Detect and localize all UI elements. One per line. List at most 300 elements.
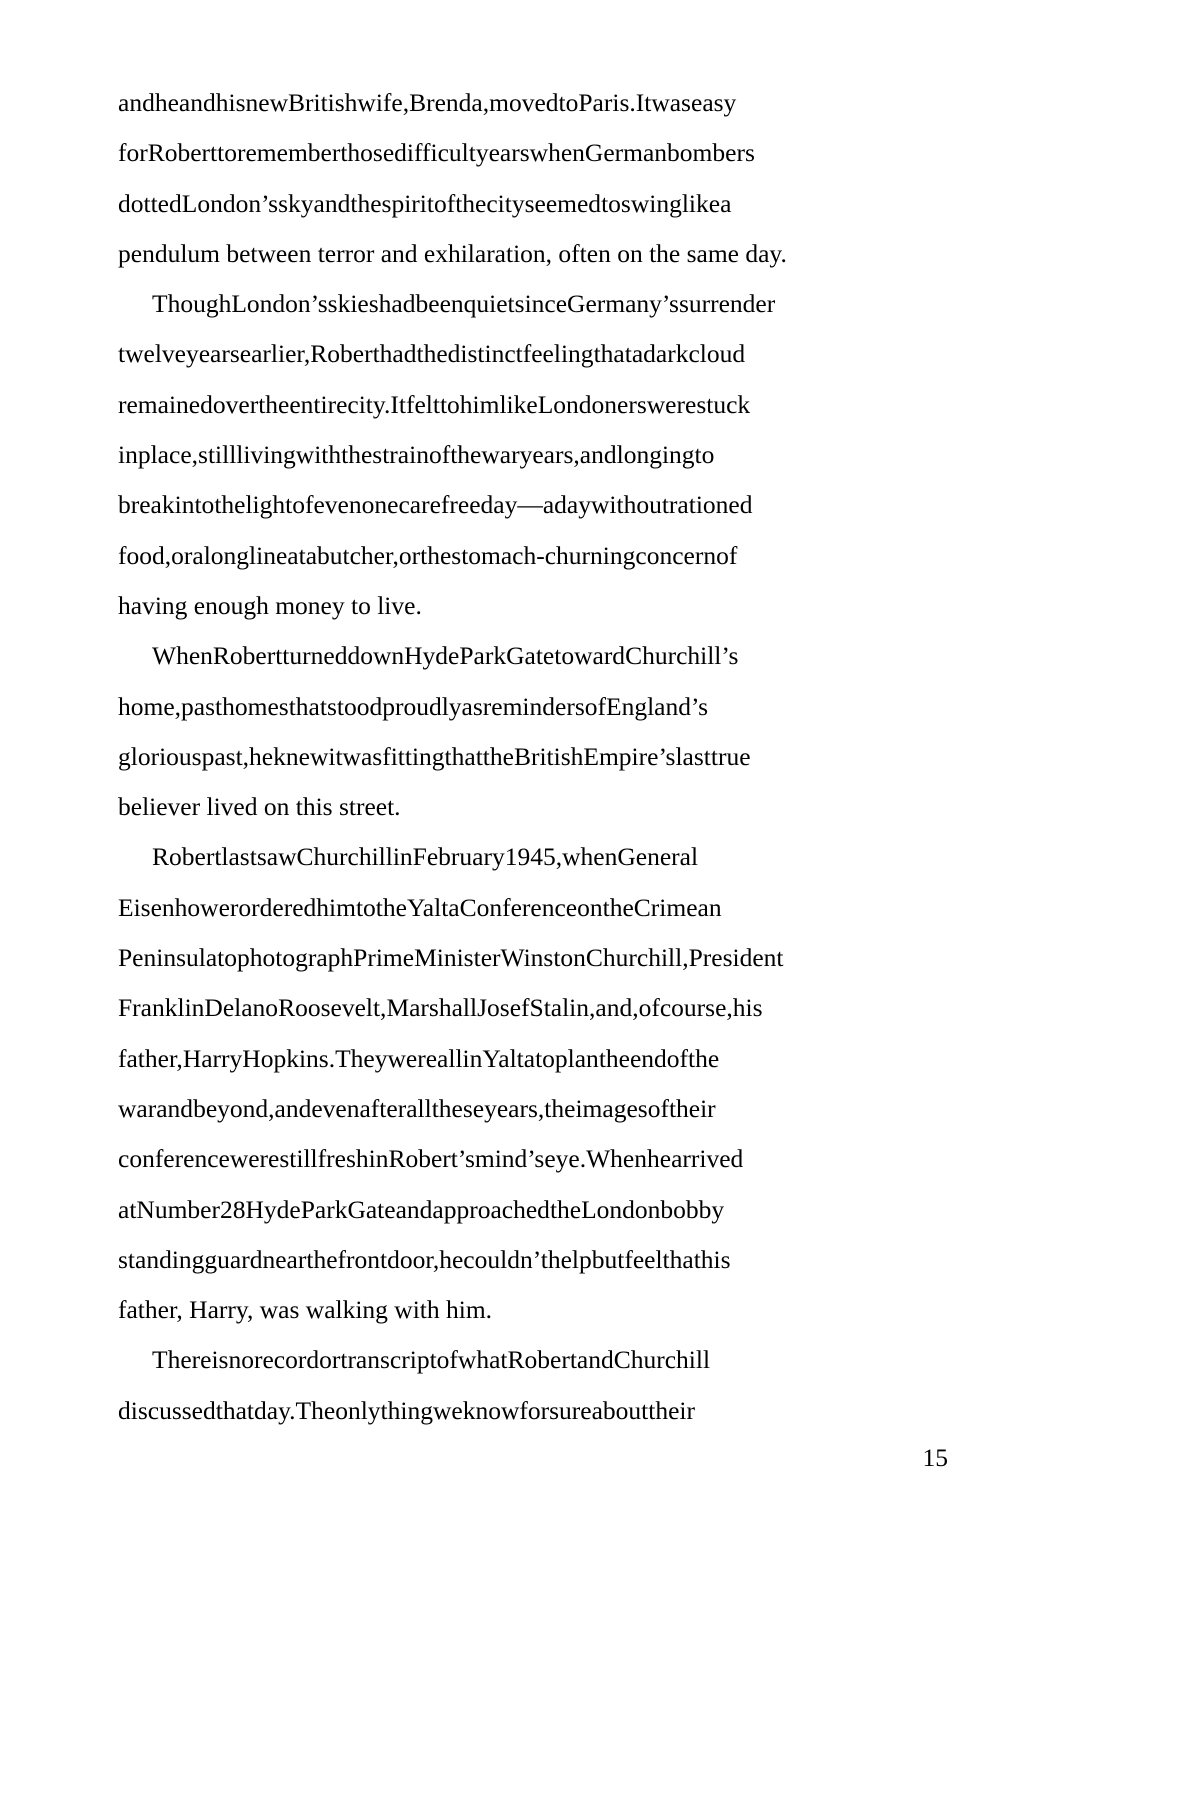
word: years <box>475 138 530 168</box>
word: as <box>461 691 483 721</box>
word: the <box>602 892 634 922</box>
text-line <box>118 631 928 681</box>
text-line <box>118 179 928 229</box>
word: that <box>662 1244 701 1274</box>
word-run: having enough money to live. <box>118 590 422 620</box>
word: remember <box>236 138 341 168</box>
word: in <box>462 1043 483 1073</box>
word: England’s <box>606 691 708 721</box>
word: President <box>688 943 784 973</box>
word: surrender <box>678 289 776 319</box>
paragraph <box>118 78 928 279</box>
text-line <box>118 1185 928 1235</box>
word: record <box>253 1345 320 1375</box>
word: on <box>577 892 603 922</box>
word: knew <box>273 741 329 771</box>
word: was <box>651 88 691 117</box>
word: that <box>288 691 327 721</box>
word: bobby <box>660 1194 725 1224</box>
word: since <box>514 289 568 319</box>
word: Harry <box>182 1043 243 1073</box>
word: thing <box>380 1395 433 1425</box>
text-line <box>118 732 928 782</box>
word: London’s <box>181 188 279 218</box>
text-line <box>118 581 928 631</box>
word: last <box>221 842 257 872</box>
word: couldn’t <box>463 1244 548 1274</box>
word: longing <box>616 440 695 470</box>
word: Empire’s <box>583 741 676 771</box>
word: It <box>390 389 406 419</box>
text-line <box>118 380 928 430</box>
word: past, <box>201 741 250 771</box>
word: the <box>598 1043 630 1073</box>
page-number: 15 <box>922 1442 948 1472</box>
word: Robert <box>212 641 283 671</box>
word: the <box>455 188 487 218</box>
word: Hyde <box>404 641 460 671</box>
word: into <box>174 490 215 520</box>
word: or <box>319 1345 341 1375</box>
word: and <box>274 1093 312 1123</box>
word: only <box>335 1395 381 1425</box>
word: the <box>420 540 452 570</box>
word: war <box>118 1093 157 1123</box>
word: he <box>249 741 274 771</box>
word: the <box>482 741 514 771</box>
word: their <box>648 1395 695 1425</box>
word: course, <box>659 993 733 1023</box>
word: he <box>646 1144 672 1174</box>
word: and <box>156 1093 194 1123</box>
word: the <box>341 440 373 470</box>
word: Stalin, <box>529 993 596 1023</box>
word: when <box>529 138 585 168</box>
word: in <box>368 1144 389 1174</box>
word: the <box>544 1093 576 1123</box>
word: in <box>392 842 413 872</box>
word: end <box>629 1043 667 1073</box>
word: discussed <box>118 1395 216 1425</box>
word: one <box>361 490 399 520</box>
word: when <box>562 842 618 872</box>
word: cloud <box>688 339 746 369</box>
word: of <box>436 1345 458 1375</box>
word: of <box>638 993 660 1023</box>
word: break <box>118 490 175 520</box>
word: to <box>355 892 376 922</box>
word: that <box>444 741 483 771</box>
text-line <box>118 430 928 480</box>
word: Franklin <box>118 993 205 1023</box>
word: is <box>211 1345 229 1375</box>
word: transcript <box>340 1345 437 1375</box>
text-line <box>118 1034 928 1084</box>
word: The <box>295 1395 336 1425</box>
word: ordered <box>238 892 317 922</box>
word: what <box>457 1345 508 1375</box>
word: 28 <box>219 1194 246 1224</box>
word: Churchill’s <box>625 641 739 671</box>
word: last <box>675 741 711 771</box>
word: Number <box>136 1194 220 1224</box>
word: feel <box>624 1244 663 1274</box>
text-line <box>118 1134 928 1184</box>
word: of <box>292 490 314 520</box>
word: Roosevelt, <box>278 993 387 1023</box>
word: a <box>720 188 732 218</box>
word: plan <box>554 1043 599 1073</box>
word: Though <box>152 289 232 319</box>
word: the <box>258 389 290 419</box>
word: Hopkins. <box>242 1043 336 1073</box>
word: stood <box>326 691 383 721</box>
word: him <box>459 389 500 419</box>
word: feeling <box>522 339 594 369</box>
word: and <box>579 440 617 470</box>
word: no <box>228 1345 254 1375</box>
word: and <box>118 88 155 117</box>
word: light <box>245 490 293 520</box>
word: city. <box>347 389 391 419</box>
text-line <box>118 531 928 581</box>
word: Churchill, <box>585 943 689 973</box>
word: approached <box>432 1194 550 1224</box>
word: years, <box>484 1093 545 1123</box>
word: General <box>617 842 699 872</box>
text-line <box>118 1335 928 1385</box>
word: and <box>576 1345 614 1375</box>
word: conference <box>118 1144 230 1174</box>
word: When <box>152 641 213 671</box>
text-line <box>118 682 928 732</box>
word: to <box>601 188 621 218</box>
word: Yalta <box>482 1043 536 1073</box>
word: to <box>694 440 715 470</box>
word: Gate <box>506 641 555 671</box>
word: day—a <box>480 490 555 520</box>
word: moved <box>489 88 559 117</box>
word: for <box>519 1395 550 1425</box>
word: butcher, <box>317 540 399 570</box>
word: Londoners <box>537 389 647 419</box>
word: father, <box>118 1043 183 1073</box>
word: Park <box>459 641 507 671</box>
word: help <box>547 1244 592 1274</box>
word: front <box>337 1244 388 1274</box>
word: the <box>350 188 382 218</box>
word: Winston <box>500 943 586 973</box>
word: concern <box>635 540 717 570</box>
word: of <box>584 691 606 721</box>
word: like <box>499 389 538 419</box>
word: the <box>450 440 482 470</box>
word: Minister <box>414 943 501 973</box>
word: Peninsula <box>118 943 218 973</box>
word: his <box>215 88 246 117</box>
word: London <box>581 1194 661 1224</box>
word: day <box>554 490 591 520</box>
word: saw <box>256 842 297 872</box>
word: their <box>668 1093 716 1123</box>
paragraph <box>118 631 928 832</box>
word: Hyde <box>245 1194 301 1224</box>
word: spirit <box>381 188 434 218</box>
word: had <box>379 339 417 369</box>
word: like <box>681 188 721 218</box>
word: door, <box>387 1244 440 1274</box>
word: It <box>635 88 652 117</box>
word: at <box>287 540 306 570</box>
word: or <box>171 540 193 570</box>
word: sure <box>549 1395 592 1425</box>
text-line <box>118 832 928 882</box>
word: still <box>279 1144 318 1174</box>
text-line <box>118 983 928 1033</box>
word: arrived <box>671 1144 744 1174</box>
word: dotted <box>118 188 182 218</box>
word: he <box>439 1244 464 1274</box>
word: the <box>375 892 407 922</box>
word: of <box>428 440 451 470</box>
word: Eisenhower <box>118 892 239 922</box>
word: Prime <box>353 943 415 973</box>
word: were <box>646 389 697 419</box>
word: photograph <box>237 943 354 973</box>
word-run: believer lived on this street. <box>118 792 401 822</box>
word: place, <box>137 440 199 470</box>
word: living <box>236 440 296 470</box>
word: his <box>732 993 763 1023</box>
word: Brenda, <box>409 88 490 117</box>
word: all <box>406 1093 432 1123</box>
word-run: father, Harry, was walking with him. <box>118 1295 493 1325</box>
word: Robert <box>152 842 222 872</box>
word: years, <box>519 440 580 470</box>
word: swing <box>620 188 682 218</box>
text-line <box>118 128 928 178</box>
word: and <box>313 188 351 218</box>
word: Robert <box>507 1345 577 1375</box>
word: the <box>416 339 448 369</box>
word: and <box>178 88 216 117</box>
word: Park <box>300 1194 348 1224</box>
word: to <box>558 88 579 117</box>
word: Yalta <box>406 892 460 922</box>
word: Churchill <box>296 842 393 872</box>
word: sky <box>278 188 314 218</box>
word: carefree <box>398 490 481 520</box>
word: to <box>217 943 238 973</box>
word: Delano <box>204 993 279 1023</box>
word: with <box>295 440 342 470</box>
text-line <box>118 933 928 983</box>
word: even <box>311 1093 360 1123</box>
paragraph <box>118 832 928 1335</box>
word: Josef <box>477 993 530 1023</box>
word: the <box>214 490 246 520</box>
text-line <box>118 329 928 379</box>
word: Robert <box>310 339 380 369</box>
word: proudly <box>382 691 462 721</box>
word: quiet <box>463 289 515 319</box>
word: earlier, <box>239 339 311 369</box>
word: German <box>584 138 668 168</box>
text-line <box>118 279 928 329</box>
word: near <box>262 1244 307 1274</box>
word: city <box>486 188 525 218</box>
word: new <box>245 88 288 117</box>
word: him <box>316 892 356 922</box>
word: long <box>203 540 250 570</box>
word: war <box>481 440 520 470</box>
word: for <box>118 138 148 168</box>
word: February <box>412 842 505 872</box>
word: guard <box>204 1244 263 1274</box>
word: stuck <box>696 389 751 419</box>
word: reminders <box>482 691 585 721</box>
word: without <box>591 490 669 520</box>
word: When <box>586 1144 647 1174</box>
word: in <box>118 440 138 470</box>
word: to <box>439 389 460 419</box>
word: entire <box>289 389 348 419</box>
word: the <box>306 1244 338 1274</box>
word: Churchill <box>613 1345 711 1375</box>
word: Robert’s <box>388 1144 475 1174</box>
word: distinct <box>447 339 523 369</box>
word: all <box>437 1043 463 1073</box>
word: were <box>387 1043 438 1073</box>
word: mind’s <box>474 1144 545 1174</box>
word-run: pendulum between terror and exhilaration, often on the same day. <box>118 238 787 268</box>
word: stomach-churning <box>451 540 636 570</box>
word: day. <box>254 1395 296 1425</box>
word: Gate <box>347 1194 396 1224</box>
word: eye. <box>544 1144 587 1174</box>
word: British <box>287 88 358 117</box>
word: that <box>215 1395 254 1425</box>
word: his <box>700 1244 731 1274</box>
word: or <box>398 540 421 570</box>
word: and, <box>595 993 639 1023</box>
word: were <box>229 1144 280 1174</box>
word: Conference <box>459 892 578 922</box>
word: remained <box>118 389 213 419</box>
word: the <box>549 1194 582 1224</box>
text-line <box>118 1386 928 1436</box>
word: he <box>154 88 179 117</box>
word: Paris. <box>578 88 636 117</box>
word: line <box>249 540 288 570</box>
word: food, <box>118 540 172 570</box>
word: Robert <box>147 138 218 168</box>
word: was <box>342 741 383 771</box>
word: down <box>347 641 405 671</box>
word: after <box>359 1093 407 1123</box>
word: the <box>688 1043 720 1073</box>
text-line <box>118 78 928 128</box>
text-line <box>118 1285 928 1335</box>
word: difficult <box>394 138 476 168</box>
word: homes <box>222 691 289 721</box>
word: glorious <box>118 741 202 771</box>
word: There <box>152 1345 212 1375</box>
word: felt <box>405 389 440 419</box>
word: They <box>335 1043 388 1073</box>
text-line <box>118 1235 928 1285</box>
word: images <box>575 1093 648 1123</box>
word: home, <box>118 691 182 721</box>
text-line <box>118 480 928 530</box>
word: Germany’s <box>567 289 679 319</box>
word: standing <box>118 1244 205 1274</box>
word: a <box>631 339 644 369</box>
word: easy <box>691 88 737 117</box>
word: Marshall <box>386 993 478 1023</box>
word: to <box>217 138 237 168</box>
word: of <box>666 1043 689 1073</box>
word: rationed <box>668 490 753 520</box>
word: those <box>340 138 395 168</box>
word: true <box>710 741 751 771</box>
word: but <box>591 1244 625 1274</box>
text-line <box>118 782 928 832</box>
word: twelve <box>118 339 186 369</box>
word: of <box>716 540 738 570</box>
word: years <box>185 339 240 369</box>
word: it <box>328 741 343 771</box>
word: strain <box>372 440 429 470</box>
word: a <box>305 540 318 570</box>
word: even <box>313 490 362 520</box>
word: and <box>395 1194 433 1224</box>
word: past <box>181 691 223 721</box>
word: fresh <box>317 1144 369 1174</box>
word: London’s <box>231 289 328 319</box>
text-line <box>118 883 928 933</box>
body-text-column <box>118 78 928 1436</box>
word: these <box>431 1093 485 1123</box>
word: wife, <box>357 88 410 117</box>
word: of <box>433 188 456 218</box>
word: bombers <box>667 138 755 168</box>
text-line <box>118 229 928 279</box>
word: at <box>118 1194 137 1224</box>
word: dark <box>643 339 689 369</box>
word: fitting <box>382 741 445 771</box>
word: a <box>192 540 204 570</box>
word: Crimean <box>633 892 722 922</box>
text-line <box>118 1084 928 1134</box>
word: of <box>647 1093 669 1123</box>
word: skies <box>327 289 379 319</box>
word: we <box>432 1395 463 1425</box>
word: turned <box>282 641 348 671</box>
paragraph <box>118 1335 928 1436</box>
word: toward <box>554 641 626 671</box>
word: beyond, <box>193 1093 275 1123</box>
word: know <box>462 1395 520 1425</box>
word: 1945, <box>504 842 563 872</box>
word: about <box>591 1395 649 1425</box>
paragraph <box>118 279 928 631</box>
word: seemed <box>524 188 602 218</box>
word: over <box>212 389 259 419</box>
word: had <box>378 289 416 319</box>
word: to <box>535 1043 555 1073</box>
word: been <box>415 289 464 319</box>
